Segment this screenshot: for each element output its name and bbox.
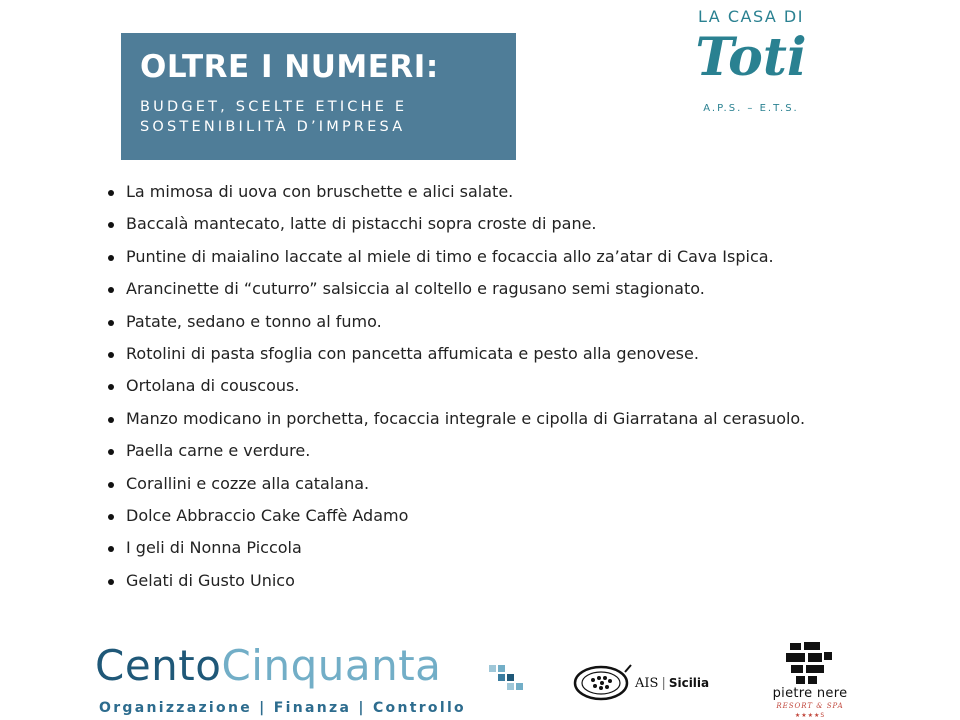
pixel-squares-icon — [489, 661, 523, 691]
ais-sicilia-logo — [573, 662, 713, 702]
centocinquanta-word-part2: Cinquanta — [221, 641, 442, 690]
pietre-nere-name: pietre nere — [772, 686, 848, 701]
event-title: OLTRE I NUMERI: — [140, 49, 439, 85]
menu-item: Dolce Abbraccio Cake Caffè Adamo — [105, 500, 805, 532]
stone-blocks-icon — [760, 640, 860, 686]
centocinquanta-wordmark — [95, 641, 441, 690]
event-subtitle-line2: SOSTENIBILITÀ D’IMPRESA — [140, 119, 406, 135]
menu-item: Arancinette di “cuturro” salsiccia al coltello e ragusano semi stagionato. — [105, 273, 805, 305]
menu-item: Paella carne e verdure. — [105, 435, 805, 467]
toti-logo-name: Toti — [695, 27, 807, 88]
ais-separator: | — [661, 676, 666, 691]
menu-item: Ortolana di couscous. — [105, 370, 805, 402]
menu-item: La mimosa di uova con bruschette e alici salate. — [105, 176, 805, 208]
menu-item: Rotolini di pasta sfoglia con pancetta affumicata e pesto alla genovese. — [105, 338, 805, 370]
centocinquanta-tagline: Organizzazione | Finanza | Controllo — [99, 700, 466, 716]
menu-item: Manzo modicano in porchetta, focaccia integrale e cipolla di Giarratana al cerasuolo. — [105, 403, 805, 435]
event-banner — [121, 33, 516, 160]
ais-logo-text — [635, 676, 709, 691]
menu-item: Patate, sedano e tonno al fumo. — [105, 306, 805, 338]
event-subtitle-line1: BUDGET, SCELTE ETICHE E — [140, 99, 408, 115]
pietre-nere-subtitle: RESORT & SPA — [776, 702, 844, 710]
centocinquanta-logo — [95, 641, 525, 720]
ais-region: Sicilia — [668, 676, 710, 690]
menu-item: Puntine di maialino laccate al miele di timo e focaccia allo za’atar di Cava Ispica. — [105, 241, 805, 273]
ais-emblem-icon — [573, 662, 633, 702]
menu-item: I geli di Nonna Piccola — [105, 532, 805, 564]
menu-item: Corallini e cozze alla catalana. — [105, 468, 805, 500]
pietre-nere-logo — [760, 640, 860, 720]
toti-logo-suffix: A.P.S. – E.T.S. — [703, 103, 799, 114]
ais-name: AIS — [635, 676, 659, 691]
menu-list — [105, 176, 805, 597]
la-casa-di-toti-logo — [676, 4, 826, 122]
menu-item: Baccalà mantecato, latte di pistacchi sopra croste di pane. — [105, 208, 805, 240]
pietre-nere-stars: ★★★★S — [794, 712, 826, 719]
toti-logo-top-text: LA CASA DI — [698, 7, 804, 26]
menu-item: Gelati di Gusto Unico — [105, 565, 805, 597]
centocinquanta-word-part1: Cento — [95, 641, 222, 690]
